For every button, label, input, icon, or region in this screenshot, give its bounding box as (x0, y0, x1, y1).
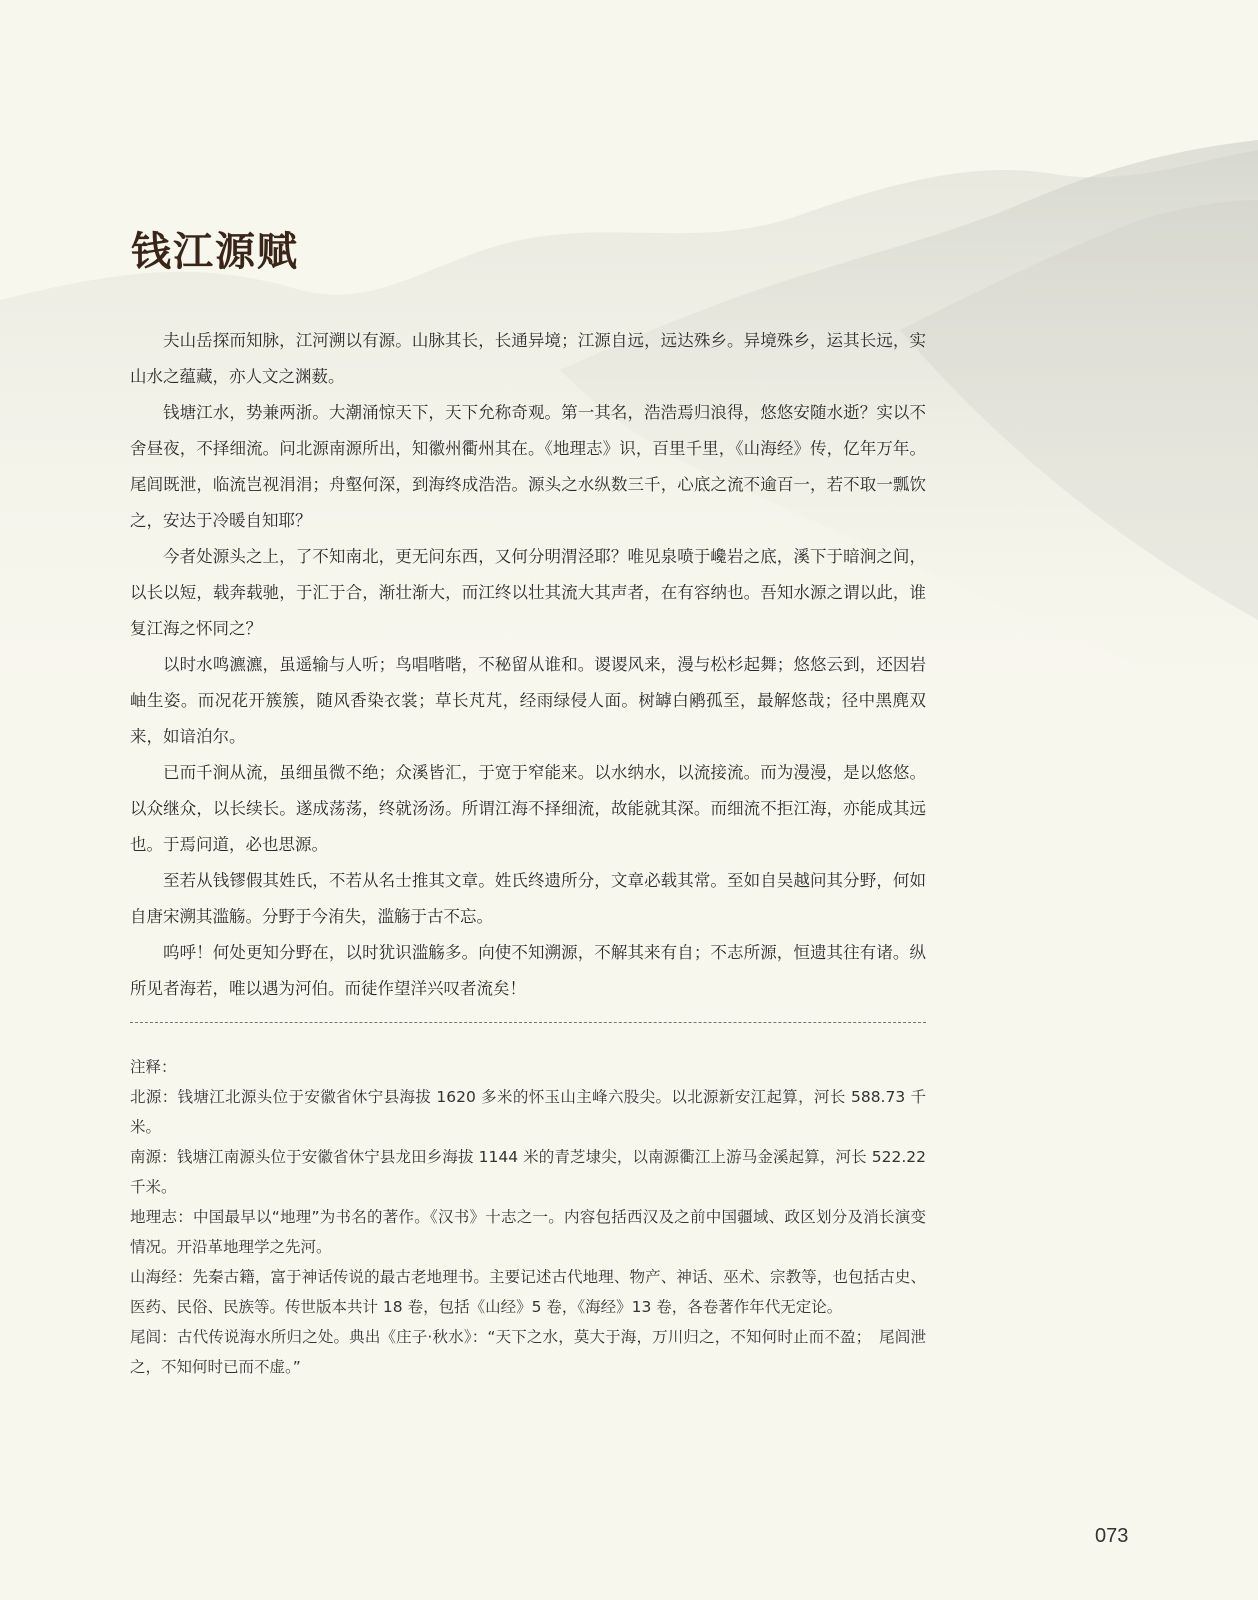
note-item: 山海经：先秦古籍，富于神话传说的最古老地理书。主要记述古代地理、物产、神话、巫术、宗教等，也包括古史、医药、民俗、民族等。传世版本共计 18 卷，包括《山经》5 卷，《海经》13 卷，各卷著作年代无定论。 (130, 1268, 926, 1316)
paragraph: 夫山岳探而知脉，江河溯以有源。山脉其长，长通异境；江源自远，远达殊乡。异境殊乡，运其长远，实山水之蕴藏，亦人文之渊薮。 (130, 331, 926, 386)
paragraph: 今者处源头之上，了不知南北，更无问东西，又何分明渭泾耶？唯见泉喷于巉岩之底，溪下于暗涧之间，以长以短，载奔载驰，于汇于合，渐壮渐大，而江终以壮其流大其声者，在有容纳也。吾知水源之谓以此，谁复江海之怀同之？ (130, 547, 926, 638)
paragraph: 至若从钱镠假其姓氏，不若从名士推其文章。姓氏终遗所分，文章必载其常。至如自吴越问其分野，何如自唐宋溯其滥觞。分野于今洧失，滥觞于古不忘。 (130, 871, 926, 926)
note-item: 尾闾：古代传说海水所归之处。典出《庄子·秋水》：“天下之水，莫大于海，万川归之，不知何时止而不盈； 尾闾泄之，不知何时已而不虚。” (130, 1328, 926, 1376)
note-item: 地理志：中国最早以“地理”为书名的著作。《汉书》十志之一。内容包括西汉及之前中国疆域、政区划分及消长演变情况。开沿革地理学之先河。 (130, 1208, 926, 1256)
dashed-divider (130, 1022, 926, 1023)
notes-section (130, 1052, 926, 1382)
note-item: 南源：钱塘江南源头位于安徽省休宁县龙田乡海拔 1144 米的青芝埭尖，以南源衢江上游马金溪起算，河长 522.22 千米。 (130, 1148, 926, 1196)
main-text (130, 323, 926, 1007)
page-title: 钱江源赋 (131, 228, 299, 275)
notes-heading: 注释： (130, 1058, 177, 1076)
paragraph: 以时水鸣瀌瀌，虽遥输与人听；鸟唱喈喈，不秘留从谁和。谡谡风来，漫与松杉起舞；悠悠云到，还因岩岫生姿。而况花开簇簇，随风香染衣裳；草长芃芃，经雨绿侵人面。树罅白鹇孤至，最解悠哉；径中黑麂双来，如谙泊尔。 (130, 655, 926, 746)
paragraph: 已而千涧从流，虽细虽微不绝；众溪皆汇，于宽于窄能来。以水纳水，以流接流。而为漫漫，是以悠悠。以众继众，以长续长。遂成荡荡，终就汤汤。所谓江海不择细流，故能就其深。而细流不拒江海，亦能成其远也。于焉问道，必也思源。 (130, 763, 926, 854)
paragraph: 呜呼！何处更知分野在，以时犹识滥觞多。向使不知溯源，不解其来有自；不志所源，恒遗其往有诸。纵所见者海若，唯以遇为河伯。而徒作望洋兴叹者流矣！ (130, 943, 926, 998)
page-number: 073 (1095, 1525, 1129, 1547)
note-item: 北源：钱塘江北源头位于安徽省休宁县海拔 1620 多米的怀玉山主峰六股尖。以北源新安江起算，河长 588.73 千米。 (130, 1088, 926, 1136)
paragraph: 钱塘江水，势兼两浙。大潮涌惊天下，天下允称奇观。第一其名，浩浩焉归浪得，悠悠安随水逝？实以不舍昼夜，不择细流。问北源南源所出，知徽州衢州其在。《地理志》识，百里千里，《山海经》传，亿年万年。尾闾既泄，临流岂视涓涓；舟壑何深，到海终成浩浩。源头之水纵数三千，心底之流不逾百一，若不取一瓢饮之，安达于冷暖自知耶？ (130, 403, 926, 530)
